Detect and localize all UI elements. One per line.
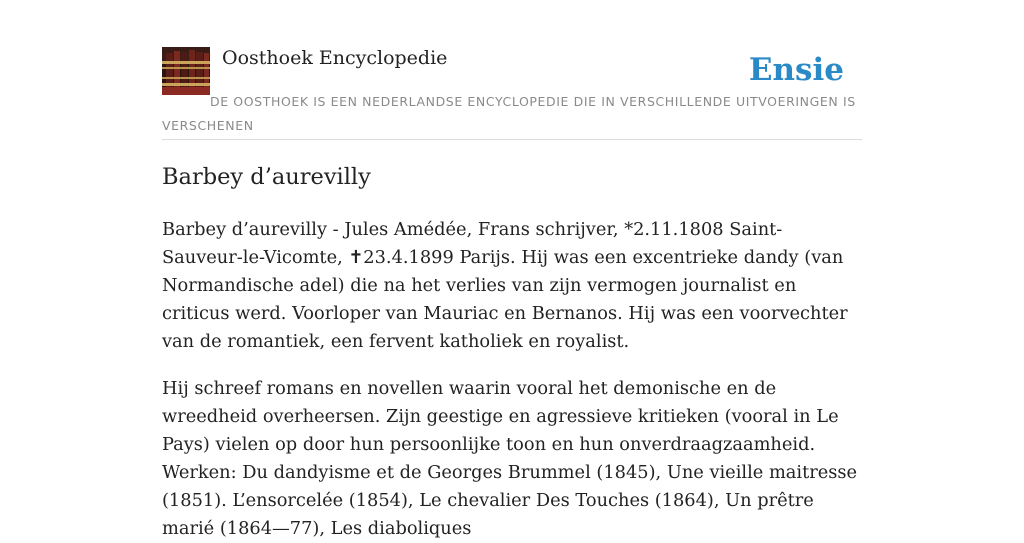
site-avatar[interactable] bbox=[162, 47, 210, 95]
site-tagline: DE OOSTHOEK IS EEN NEDERLANDSE ENCYCLOPEDIE DIE IN VERSCHILLENDE UITVOERINGEN IS VERSCHENEN bbox=[162, 94, 856, 133]
article-paragraph: Hij schreef romans en novellen waarin vooral het demonische en de wreedheid overheersen. Zijn geestige en agressieve kritieken (vooral in Le Pays) vielen op door hun persoonlijke toon en hun onverdraagzaamheid. Werken: Du dandyisme et de Georges Brummel (1845), Une vieille maitresse (1851). L’ensorcelée (1854), Le chevalier Des Touches (1864), Un prêtre marié (1864—77), Les diaboliques bbox=[162, 378, 858, 539]
article-title: Barbey d’aurevilly bbox=[162, 164, 371, 190]
article-paragraph: Barbey d’aurevilly - Jules Amédée, Frans schrijver, *2.11.1808 Saint-Sauveur-le-Vicomte, ✝23.4.1899 Parijs. Hij was een excentrieke dandy (van Normandische adel) die na het verlies van zijn vermogen journalist en criticus werd. Voorloper van Mauriac en Bernanos. Hij was een voorvechter van de romantiek, een fervent katholiek en royalist. bbox=[162, 219, 848, 352]
site-header bbox=[162, 46, 862, 140]
article bbox=[162, 160, 862, 543]
brand-logo[interactable]: Ensie bbox=[748, 52, 844, 88]
book-spines-icon bbox=[162, 47, 210, 95]
site-title[interactable]: Oosthoek Encyclopedie bbox=[222, 47, 448, 69]
